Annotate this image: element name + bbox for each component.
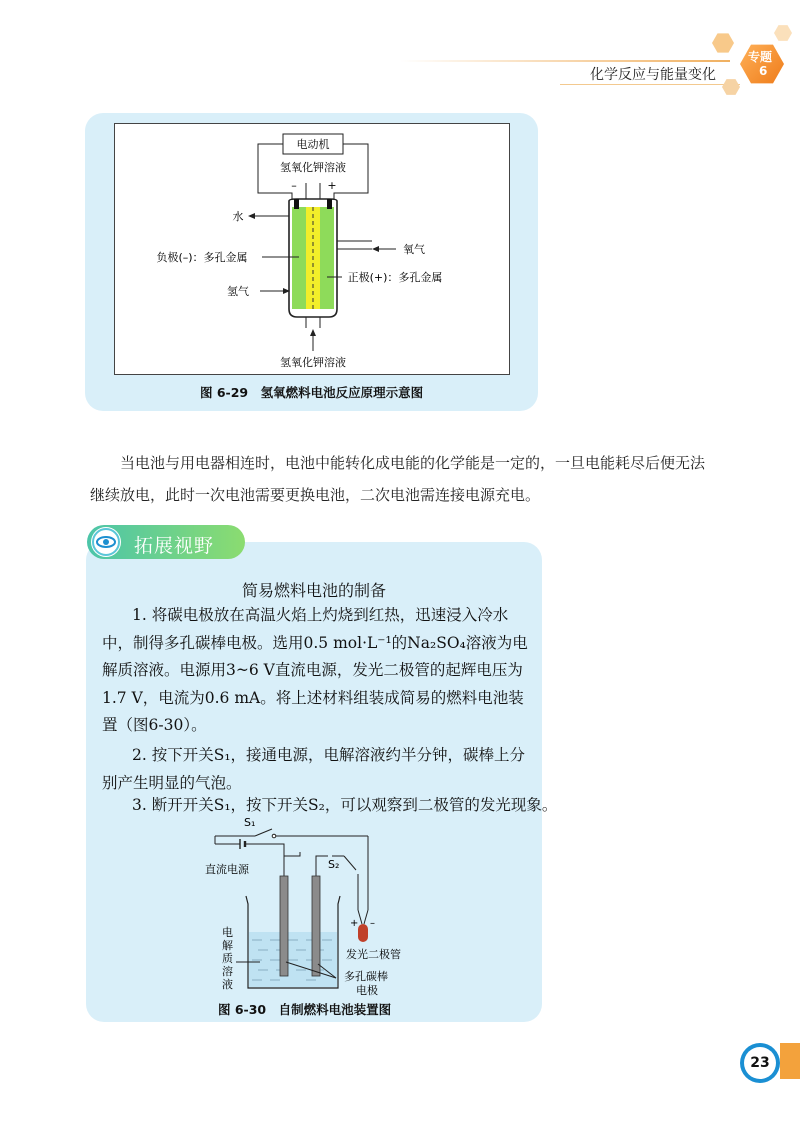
page-number: 23 [744, 1047, 776, 1079]
header-underline [560, 84, 740, 85]
step-line: 置（图6-30）。 [102, 716, 207, 734]
koh-top-label: 氢氧化钾溶液 [280, 161, 346, 174]
header-hex-decoration [722, 78, 740, 96]
expand-banner-title: 拓展视野 [134, 535, 215, 557]
led [358, 924, 368, 942]
koh-bottom-label: 氢氧化钾溶液 [280, 356, 346, 369]
switch-s2-label: S₂ [328, 858, 340, 871]
dc-source-label: 直流电源 [205, 863, 249, 876]
wire [316, 856, 328, 878]
switch-s1 [255, 829, 272, 836]
fuel-cell-setup-diagram [200, 812, 420, 1004]
motor-label: 电动机 [296, 138, 330, 151]
water-label: 水 [232, 210, 244, 223]
header-hex-decoration [774, 24, 792, 42]
step-line: 别产生明显的气泡。 [102, 773, 242, 792]
chapter-title: 化学反应与能量变化 [590, 67, 716, 83]
carbon-electrode-left [280, 876, 288, 976]
wire [364, 910, 368, 924]
cathode-terminal [327, 199, 332, 209]
electrolyte-char: 电 [222, 926, 233, 939]
header-rule [400, 60, 730, 62]
step-line: 2. 按下开关S₁，接通电源，电解溶液约半分钟，碳棒上分 [132, 746, 526, 764]
electrode-label-line1: 多孔碳棒 [344, 970, 388, 983]
oxygen-label: 氧气 [403, 243, 425, 256]
expand-step-1 [102, 602, 530, 740]
water-arrowhead [248, 213, 255, 219]
wire [245, 844, 284, 878]
oxygen-arrowhead [372, 246, 379, 252]
electrolyte-char: 液 [222, 978, 233, 991]
page-edge-tab [780, 1043, 800, 1079]
koh-bottom-arrowhead [310, 329, 316, 336]
minus-terminal: – [291, 179, 297, 192]
led-label: 发光二极管 [346, 948, 401, 961]
figure-caption-6-29: 图 6-29 氢氧燃料电池反应原理示意图 [200, 385, 424, 400]
expand-step-2 [102, 742, 530, 797]
anode-label: 负极(–)：多孔金属 [156, 251, 248, 264]
eye-icon [91, 527, 121, 557]
electrolyte-char: 解 [222, 939, 233, 952]
electrolyte-char: 溶 [222, 965, 233, 978]
plus-terminal: + [327, 179, 337, 192]
figure-caption-6-30: 图 6-30 自制燃料电池装置图 [218, 1002, 392, 1017]
header-hex-decoration [712, 32, 734, 54]
switch-s2 [344, 856, 356, 870]
chapter-badge-number: 6 [759, 64, 768, 78]
hydrogen-label: 氢气 [227, 285, 249, 298]
wire [358, 910, 362, 924]
led-minus: – [370, 918, 375, 929]
carbon-electrode-right [312, 876, 320, 976]
paragraph-line: 当电池与用电器相连时，电池中能转化成电能的化学能是一定的，一旦电能耗尽后便无法 [120, 454, 706, 472]
switch-s1-contact [272, 834, 276, 838]
step-line: 1.7 V，电流为0.6 mA。将上述材料组装成简易的燃料电池装 [102, 688, 524, 707]
anode-electrode [292, 207, 306, 309]
step-line: 中，制得多孔碳棒电极。选用0.5 mol·L⁻¹的Na₂SO₄溶液为电 [102, 633, 528, 652]
cathode-electrode [320, 207, 334, 309]
switch-s1-label: S₁ [244, 816, 256, 829]
cathode-label: 正极(+)：多孔金属 [347, 271, 443, 284]
chapter-badge-label: 专题 [748, 50, 773, 64]
electrolyte-char: 质 [222, 952, 233, 965]
led-plus: + [350, 918, 359, 929]
step-line: 解质溶液。电源用3~6 V直流电源，发光二极管的起辉电压为 [102, 661, 523, 679]
electrolyte-label [222, 925, 233, 991]
step-line: 3. 断开开关S₁，按下开关S₂，可以观察到二极管的发光现象。 [132, 796, 558, 814]
paragraph-line: 继续放电，此时一次电池需要更换电池，二次电池需连接电源充电。 [90, 486, 541, 504]
expand-heading: 简易燃料电池的制备 [241, 581, 386, 600]
body-paragraph [90, 447, 730, 511]
wire [284, 852, 300, 856]
electrode-label-line2: 电极 [356, 984, 378, 997]
step-line: 1. 将碳电极放在高温火焰上灼烧到红热，迅速浸入冷水 [132, 606, 509, 624]
fuel-cell-diagram [114, 123, 508, 373]
anode-terminal [294, 199, 299, 209]
